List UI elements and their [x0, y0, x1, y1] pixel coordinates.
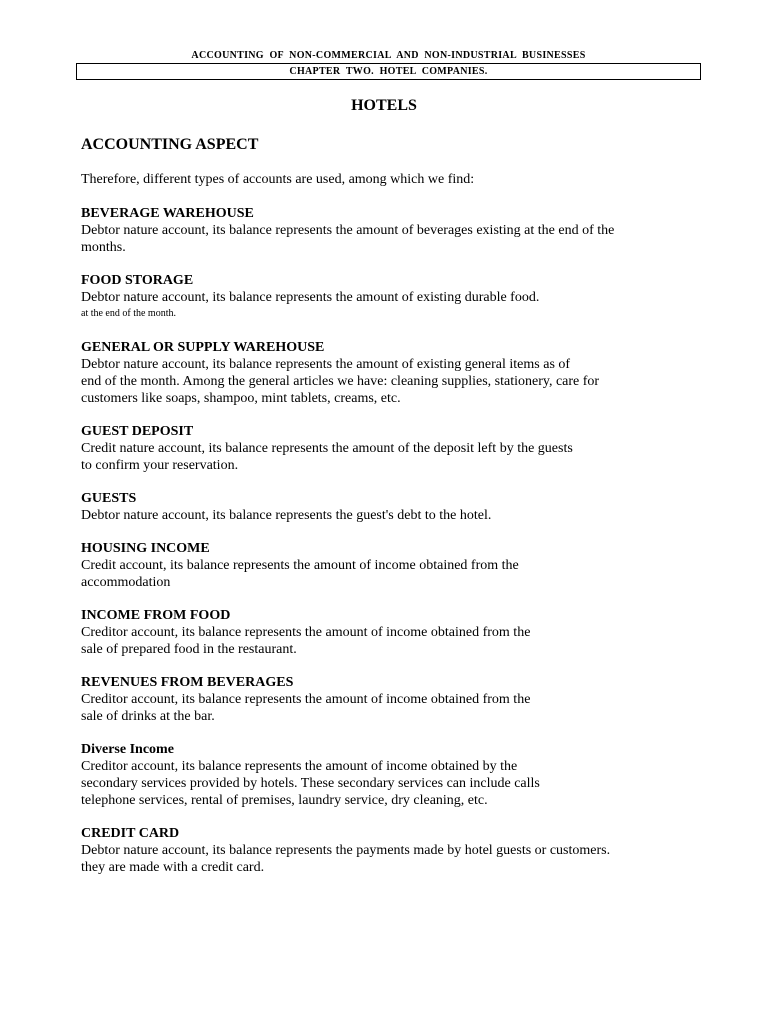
account-description-line: customers like soaps, shampoo, mint tablets, creams, etc.	[81, 391, 401, 406]
account-title: REVENUES FROM BEVERAGES	[81, 675, 294, 690]
account-title: GUESTS	[81, 491, 137, 506]
account-entry	[81, 741, 721, 809]
account-entry	[81, 540, 721, 591]
account-entry	[81, 423, 721, 474]
section-title: ACCOUNTING ASPECT	[81, 136, 259, 153]
page-title: HOTELS	[351, 97, 417, 114]
account-title: GENERAL OR SUPPLY WAREHOUSE	[81, 340, 325, 355]
account-description-line: telephone services, rental of premises, laundry service, dry cleaning, etc.	[81, 793, 488, 808]
account-entry	[81, 272, 721, 321]
account-description-line: Creditor account, its balance represents the amount of income obtained from the	[81, 692, 531, 707]
account-title: GUEST DEPOSIT	[81, 424, 194, 439]
account-description-line: months.	[81, 240, 126, 255]
account-description-line: Debtor nature account, its balance represents the amount of existing general items as of	[81, 357, 571, 372]
account-entry	[81, 674, 721, 725]
account-entry	[81, 339, 721, 407]
account-description-line: accommodation	[81, 575, 171, 590]
account-description-line: Debtor nature account, its balance represents the amount of existing durable food.	[81, 290, 540, 305]
account-description-line: sale of drinks at the bar.	[81, 709, 215, 724]
account-description-line: to confirm your reservation.	[81, 458, 239, 473]
account-description-line: Credit nature account, its balance represents the amount of the deposit left by the guests	[81, 441, 573, 456]
account-title: CREDIT CARD	[81, 826, 180, 841]
account-entry	[81, 205, 721, 256]
account-description-line: Credit account, its balance represents the amount of income obtained from the	[81, 558, 519, 573]
account-title: HOUSING INCOME	[81, 541, 210, 556]
account-title: BEVERAGE WAREHOUSE	[81, 206, 254, 221]
account-description-line: Creditor account, its balance represents the amount of income obtained from the	[81, 625, 531, 640]
account-entry	[81, 490, 721, 524]
account-description-line: Debtor nature account, its balance represents the payments made by hotel guests or customers.	[81, 843, 611, 858]
account-title: INCOME FROM FOOD	[81, 608, 231, 623]
running-header: ACCOUNTING OF NON-COMMERCIAL AND NON-INDUSTRIAL BUSINESSES	[191, 50, 586, 61]
account-entry	[81, 825, 721, 876]
chapter-header-box: CHAPTER TWO. HOTEL COMPANIES.	[76, 63, 701, 80]
account-description-line: end of the month. Among the general articles we have: cleaning supplies, stationery, care for	[81, 374, 600, 389]
account-description-line: at the end of the month.	[81, 308, 176, 319]
account-description-line: Debtor nature account, its balance represents the guest's debt to the hotel.	[81, 508, 492, 523]
account-title: FOOD STORAGE	[81, 273, 194, 288]
account-entry	[81, 607, 721, 658]
account-description-line: Creditor account, its balance represents the amount of income obtained by the	[81, 759, 518, 774]
account-title: Diverse Income	[81, 742, 174, 757]
account-description-line: Debtor nature account, its balance represents the amount of beverages existing at the end of the	[81, 223, 615, 238]
account-description-line: sale of prepared food in the restaurant.	[81, 642, 297, 657]
intro-paragraph: Therefore, different types of accounts are used, among which we find:	[81, 172, 475, 187]
account-description-line: they are made with a credit card.	[81, 860, 265, 875]
account-description-line: secondary services provided by hotels. These secondary services can include calls	[81, 776, 540, 791]
